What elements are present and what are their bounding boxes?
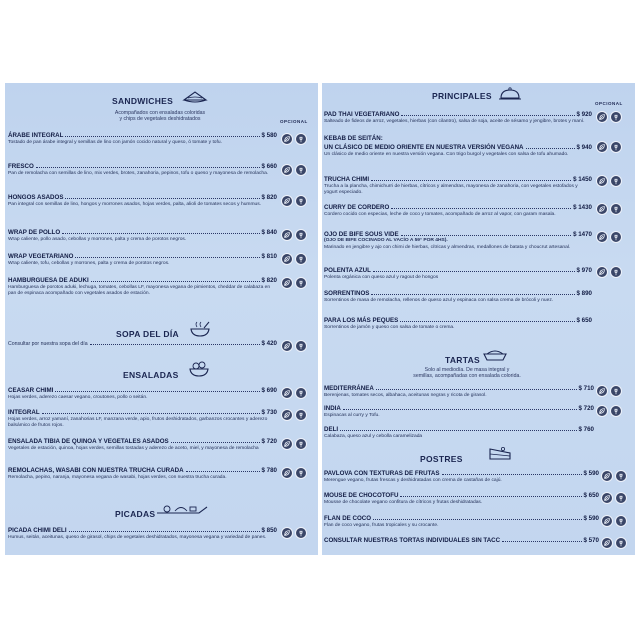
menu-item xyxy=(324,469,599,484)
vegan-icon xyxy=(601,492,613,504)
dot-leader xyxy=(90,344,260,345)
soup-bowl-icon xyxy=(189,320,211,338)
menu-item xyxy=(324,384,594,399)
item-price: $ 580 xyxy=(261,132,277,139)
menu-item xyxy=(8,131,277,146)
gluten-free-icon xyxy=(295,387,307,399)
section-title-picadas: PICADAS xyxy=(115,509,156,519)
item-description: Hamburguesa de porotos aduki, lechuga, tomates, cebollas LF, mayonesa vegana de pimientos, cheddar de calabaza en pan de espinaca acompañado con vegetales asados de estación. xyxy=(8,285,271,296)
menu-panel-right xyxy=(322,83,635,555)
dot-leader xyxy=(65,136,259,137)
menu-item xyxy=(324,266,592,281)
item-description: Marinado en jengibre y ajo con chimi de hierbas, cítricas y almendras, medallones de batata y choucrut artesanal. xyxy=(324,245,571,250)
item-name: HONGOS ASADOS xyxy=(8,194,64,201)
item-name: FRESCO xyxy=(8,163,34,170)
gluten-free-icon xyxy=(615,515,627,527)
gluten-free-icon xyxy=(295,195,307,207)
item-price: $ 760 xyxy=(578,426,594,433)
item-description: Espinacas al curry y Tofu. xyxy=(324,413,380,418)
item-description: Humus, seitán, aceitunas, queso de girasol, chips de vegetales deshidratados, mayonesa vegana y variedad de panes. xyxy=(8,535,267,540)
dot-leader xyxy=(75,257,259,258)
section-title-sopa: SOPA DEL DÍA xyxy=(116,329,179,339)
item-description: Merengue vegano, frutas frescas y deshidratadas con crema de castañas de cajú. xyxy=(324,478,502,483)
sandwich-icon xyxy=(182,89,208,105)
vegan-icon xyxy=(596,266,608,278)
item-price: $ 840 xyxy=(261,229,277,236)
menu-item xyxy=(8,466,277,481)
dot-leader xyxy=(186,471,260,472)
item-price: $ 940 xyxy=(576,144,592,151)
menu-item xyxy=(8,228,277,243)
tart-icon xyxy=(482,348,508,362)
item-description: Cordero cocido con especias, leche de coco y tomates, acompañado de arroz al vapor, con garam masala. xyxy=(324,212,556,217)
item-description: Calabaza, queso azul y cebolla caramelizada xyxy=(324,434,423,439)
salad-bowl-icon xyxy=(188,358,210,378)
item-price: $ 720 xyxy=(261,438,277,445)
gluten-free-icon xyxy=(610,141,622,153)
subtitle-line-2: y chips de vegetales deshidratados xyxy=(119,116,201,123)
picada-board-icon xyxy=(155,501,209,517)
menu-item xyxy=(324,514,599,529)
gluten-free-icon xyxy=(615,470,627,482)
item-name: SORRENTINOS xyxy=(324,290,370,297)
section-subtitle-tartas xyxy=(392,367,542,380)
dot-leader xyxy=(373,519,581,520)
item-name-line-2: UN CLÁSICO DE MEDIO ORIENTE EN NUESTRA VERSIÓN VEGANA xyxy=(324,144,524,151)
cloche-icon xyxy=(498,86,522,102)
menu-item xyxy=(324,316,592,331)
item-name: KEBAB DE SEITÁN: xyxy=(324,135,383,142)
vegan-icon xyxy=(281,409,293,421)
item-name: OJO DE BIFE SOUS VIDE xyxy=(324,231,399,238)
item-name: FLAN DE COCO xyxy=(324,515,372,522)
vegan-icon xyxy=(281,195,293,207)
vegan-icon xyxy=(596,111,608,123)
vegan-icon xyxy=(281,527,293,539)
dot-leader xyxy=(526,148,575,149)
dot-leader xyxy=(401,235,571,236)
menu-item xyxy=(324,425,594,440)
item-name: CEASAR CHIMI xyxy=(8,387,54,394)
section-title-postres: POSTRES xyxy=(420,454,463,464)
menu-item xyxy=(324,110,592,125)
dot-leader xyxy=(171,442,260,443)
item-name: INTEGRAL xyxy=(8,409,40,416)
item-name: HAMBURGUESA DE ADUKI xyxy=(8,277,89,284)
menu-item xyxy=(324,203,592,218)
item-price: $ 660 xyxy=(261,163,277,170)
item-price: $ 920 xyxy=(576,111,592,118)
section-title-sandwiches: SANDWICHES xyxy=(112,96,174,106)
item-note: (OJO DE BIFE COCINADO AL VACÍO A 59° POR 4HS). xyxy=(324,238,448,243)
menu-item xyxy=(8,386,277,401)
item-description: Wrap caliente, tofu, cebollas y morrones, palta y crema de porotos negros. xyxy=(8,261,170,266)
cake-slice-icon xyxy=(488,443,512,463)
item-price: $ 650 xyxy=(576,317,592,324)
item-description: Sorrentinos de jamón y queso con salsa de tomate o crema. xyxy=(324,325,455,330)
vegan-icon xyxy=(596,405,608,417)
item-name: PAD THAI VEGETARIANO xyxy=(324,111,400,118)
item-name: WRAP VEGETARIANO xyxy=(8,253,74,260)
menu-item xyxy=(324,175,592,196)
dot-leader xyxy=(391,208,571,209)
vegan-icon xyxy=(281,253,293,265)
item-price: $ 720 xyxy=(578,405,594,412)
item-price: $ 970 xyxy=(576,267,592,274)
vegan-icon xyxy=(596,231,608,243)
vegan-icon xyxy=(281,340,293,352)
dot-leader xyxy=(400,321,574,322)
dot-leader xyxy=(69,531,260,532)
gluten-free-icon xyxy=(295,527,307,539)
item-name: PICADA CHIMI DELI xyxy=(8,527,67,534)
dot-leader xyxy=(401,115,574,116)
dot-leader xyxy=(340,430,576,431)
vegan-icon xyxy=(281,133,293,145)
item-price: $ 690 xyxy=(261,387,277,394)
gluten-free-icon xyxy=(610,231,622,243)
gluten-free-icon xyxy=(295,438,307,450)
item-description: Berenjenas, tomates secos, albahaca, aceitunas negras y ricota de girasol. xyxy=(324,393,487,398)
item-name: Consultar por nuestra sopa del día xyxy=(8,341,88,347)
dot-leader xyxy=(55,391,259,392)
item-name: REMOLACHAS, WASABI CON NUESTRA TRUCHA CURADA xyxy=(8,467,184,474)
vegan-icon xyxy=(281,438,293,450)
item-price: $ 570 xyxy=(583,537,599,544)
gluten-free-icon xyxy=(295,229,307,241)
item-description: Flan de coco vegano, frutas tropicales y su crocante. xyxy=(324,523,439,528)
menu-item xyxy=(324,289,592,304)
vegan-icon xyxy=(601,515,613,527)
gluten-free-icon xyxy=(610,385,622,397)
item-price: $ 1470 xyxy=(573,231,592,238)
menu-item xyxy=(324,491,599,506)
dot-leader xyxy=(502,541,581,542)
vegan-icon xyxy=(281,229,293,241)
item-price: $ 710 xyxy=(578,385,594,392)
gluten-free-icon xyxy=(295,409,307,421)
menu-item xyxy=(324,135,592,158)
gluten-free-icon xyxy=(610,405,622,417)
section-subtitle-sandwiches xyxy=(85,110,235,123)
item-price: $ 820 xyxy=(261,277,277,284)
menu-item xyxy=(8,162,277,177)
gluten-free-icon xyxy=(295,340,307,352)
gluten-free-icon xyxy=(610,111,622,123)
menu-panel-left xyxy=(5,83,318,555)
item-price: $ 1450 xyxy=(573,176,592,183)
subtitle-line-1: Solo al mediodía. De masa integral y xyxy=(424,367,510,373)
menu-item xyxy=(324,536,599,544)
item-name: POLENTA AZUL xyxy=(324,267,371,274)
dot-leader xyxy=(42,413,260,414)
vegan-icon xyxy=(281,277,293,289)
item-description: Pan de remolacha con semillas de lino, mix verdes, brotes, zanahoria, pepinos, tofu o queso y mayonesa de remolacha. xyxy=(8,171,269,176)
menu-item xyxy=(8,252,277,267)
item-description: Tostado de pan árabe integral y semillas de lino con jamón cocido natural y queso, ó tomate y tofu. xyxy=(8,140,222,145)
item-price: $ 780 xyxy=(261,467,277,474)
item-name: MOUSE DE CHOCOTOFU xyxy=(324,492,399,499)
section-title-tartas: TARTAS xyxy=(445,355,481,365)
dot-leader xyxy=(371,180,571,181)
gluten-free-icon xyxy=(295,133,307,145)
dot-leader xyxy=(65,198,259,199)
menu-item xyxy=(8,437,277,452)
gluten-free-icon xyxy=(615,492,627,504)
menu-item xyxy=(8,193,277,208)
optional-label: OPCIONAL xyxy=(280,119,308,124)
item-description: Vegetales de estación, quinoa, hojas verdes, semillas tostadas y aderezo de aceto, miel, y mayonesa de remolacha xyxy=(8,446,259,451)
gluten-free-icon xyxy=(295,164,307,176)
item-price: $ 810 xyxy=(261,253,277,260)
item-price: $ 850 xyxy=(261,527,277,534)
item-name: ÁRABE INTEGRAL xyxy=(8,132,64,139)
item-name: DELI xyxy=(324,426,339,433)
gluten-free-icon xyxy=(610,175,622,187)
vegan-icon xyxy=(601,537,613,549)
dot-leader xyxy=(373,271,575,272)
menu-item xyxy=(324,404,594,419)
vegan-icon xyxy=(596,385,608,397)
section-title-ensaladas: ENSALADAS xyxy=(123,370,179,380)
item-price: $ 650 xyxy=(583,492,599,499)
dot-leader xyxy=(91,281,260,282)
item-name: CONSULTAR NUESTRAS TORTAS INDIVIDUALES SIN TACC xyxy=(324,537,501,544)
menu-item xyxy=(324,230,592,251)
gluten-free-icon xyxy=(610,203,622,215)
item-name: TRUCHA CHIMI xyxy=(324,176,370,183)
item-description: Un clásico de medio oriente en nuestra versión vegana. Con trigo burgol y vegetales con salsa de tofu ahumado. xyxy=(324,152,569,157)
item-price: $ 890 xyxy=(576,290,592,297)
item-description: Pan integral con semillas de lino, hongos y morrones asados, hojas verdes, palta, alioli de tomates secos y hummus. xyxy=(8,202,262,207)
menu-item xyxy=(8,276,277,297)
item-name: CURRY DE CORDERO xyxy=(324,204,390,211)
optional-label: OPCIONAL xyxy=(595,101,623,106)
subtitle-line-2: semillas, acompañadas con ensalada colorida. xyxy=(413,373,521,380)
item-description: Remolacha, pepino, naranja, mayonesa vegana de wasabi, hojas verdes, con nuestra trucha curada. xyxy=(8,475,227,480)
section-title-principales: PRINCIPALES xyxy=(432,91,492,101)
item-description: Hojas verdes, aderezo caesar vegano, croutones, pollo o seitán. xyxy=(8,395,148,400)
item-description: Salteado de fideos de arroz, vegetales, hierbas (con cilantro), salsa de soja, aceite de sésamo y jengibre, brotes y maní. xyxy=(324,119,585,124)
item-name: WRAP DE POLLO xyxy=(8,229,61,236)
dot-leader xyxy=(371,294,574,295)
gluten-free-icon xyxy=(615,537,627,549)
item-name: PARA LOS MÁS PEQUES xyxy=(324,317,399,324)
item-description: Wrap caliente, pollo asado, cebollas y morrones, palta y crema de porotos negros. xyxy=(8,237,187,242)
gluten-free-icon xyxy=(295,253,307,265)
dot-leader xyxy=(376,389,577,390)
vegan-icon xyxy=(596,175,608,187)
item-name: ENSALADA TIBIA DE QUINOA Y VEGETALES ASADOS xyxy=(8,438,169,445)
dot-leader xyxy=(36,167,260,168)
vegan-icon xyxy=(281,164,293,176)
item-price: $ 590 xyxy=(583,470,599,477)
item-description: Hojas verdes, arroz yamaní, zanahorias LF, manzana verde, apio, frutos deshidratados, garbanzos crocantes y aderezo balsámico de frutos rojos. xyxy=(8,417,268,428)
vegan-icon xyxy=(601,470,613,482)
item-name: INDIA xyxy=(324,405,341,412)
gluten-free-icon xyxy=(295,277,307,289)
item-description: Sorrentinos de masa de remolacha, rellenos de queso azul y espinaca con salsa crema de brócoli y nuez. xyxy=(324,298,554,303)
item-price: $ 730 xyxy=(261,409,277,416)
item-price: $ 420 xyxy=(261,340,277,347)
gluten-free-icon xyxy=(295,467,307,479)
menu-item xyxy=(8,339,277,347)
item-name: MEDITERRÁNEA xyxy=(324,385,374,392)
item-description: Polenta orgánica con queso azul y ragout de hongos xyxy=(324,275,439,280)
gluten-free-icon xyxy=(610,266,622,278)
menu-item xyxy=(8,526,277,541)
dot-leader xyxy=(62,233,259,234)
dot-leader xyxy=(400,496,581,497)
vegan-icon xyxy=(281,467,293,479)
item-price: $ 590 xyxy=(583,515,599,522)
item-price: $ 820 xyxy=(261,194,277,201)
vegan-icon xyxy=(596,141,608,153)
dot-leader xyxy=(442,474,582,475)
vegan-icon xyxy=(596,203,608,215)
subtitle-line-1: Acompañados con ensaladas coloridas xyxy=(114,110,206,116)
vegan-icon xyxy=(281,387,293,399)
dot-leader xyxy=(343,409,577,410)
menu-item xyxy=(8,408,277,429)
item-description: Mousse de chocolate vegano confitura de cítricos y frutas deshidratadas. xyxy=(324,500,483,505)
item-name: PAVLOVA CON TEXTURAS DE FRUTAS xyxy=(324,470,440,477)
item-price: $ 1430 xyxy=(573,204,592,211)
item-description: Trucha a la plancha, chimichurri de hierbas, cítricos y almendras, mayonesa de zanahoria, con vegetales estofados y yogurt especiado. xyxy=(324,184,578,195)
